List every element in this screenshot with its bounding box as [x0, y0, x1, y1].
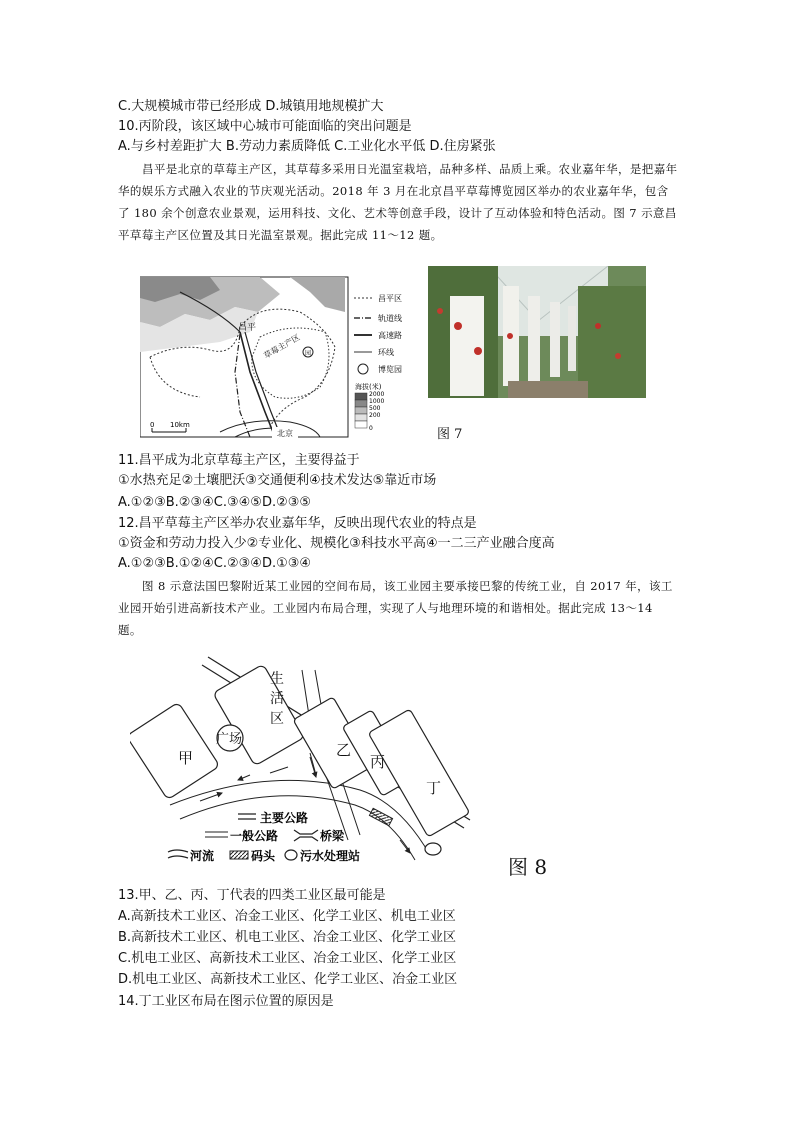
label-ding: 丁 — [426, 779, 442, 797]
q13-stem: 13.甲、乙、丙、丁代表的四类工业区最可能是 — [118, 888, 386, 903]
label-changping: 昌平 — [238, 323, 257, 333]
label-living-2: 活 — [270, 691, 284, 707]
legend-expo: 博览园 — [378, 365, 402, 374]
passage-2 — [118, 575, 678, 641]
q12-items: ①资金和劳动力投入少②专业化、规模化③科技水平高④一二三产业融合度高 — [118, 536, 555, 551]
legend-rail: 轨道线 — [378, 314, 402, 323]
elev-2000 — [355, 393, 367, 400]
q11-options: A.①②③B.②③④C.③④⑤D.②③⑤ — [118, 495, 312, 510]
q13-option-d: D.机电工业区、高新技术工业区、化学工业区、冶金工业区 — [118, 972, 458, 987]
legend-highway: 高速路 — [378, 331, 402, 340]
legend-district: 昌平区 — [378, 294, 402, 303]
label-yi: 乙 — [336, 741, 352, 759]
elev-0 — [355, 421, 367, 428]
legend-wharf-icon — [230, 851, 248, 859]
fig8-label: 图 8 — [508, 855, 548, 879]
elev-tick-0: 0 — [369, 425, 373, 432]
legend-main-road: 主要公路 — [260, 811, 309, 825]
elev-1000 — [355, 400, 367, 407]
legend-expo-icon — [358, 364, 368, 374]
legend-ring: 环线 — [378, 348, 394, 357]
fig7-map — [140, 272, 420, 440]
q12-options: A.①②③B.①②④C.②③④D.①③④ — [118, 556, 312, 571]
legend-sewage-icon — [285, 850, 297, 860]
svg-text:园: 园 — [305, 350, 312, 357]
greenhouse-photo — [428, 266, 646, 398]
elev-tick-500: 500 — [369, 405, 381, 412]
q14-stem: 14.丁工业区布局在图示位置的原因是 — [118, 994, 334, 1009]
legend-sewage: 污水处理站 — [300, 849, 361, 863]
passage-1-text: 昌平是北京的草莓主产区，其草莓多采用日光温室栽培，品种多样、品质上乘。农业嘉年华，是把嘉年华的娱乐方式融入农业的节庆观光活动。2018 年 3 月在北京昌平草莓博览园区举办的农业嘉年华，包含了 180 余个创意农业景观，运用科技、文化、艺术等创意手段，设计了互动体验和特色活动。图 7 示意昌平草莓主产区位置及其日光温室景观。据此完成 11～12 题。 — [118, 162, 678, 242]
sewage-station — [425, 843, 441, 855]
fig7-legend — [354, 294, 402, 432]
q13-option-b: B.高新技术工业区、机电工业区、冶金工业区、化学工业区 — [118, 930, 457, 945]
zone-jia — [130, 702, 220, 800]
fig7-label: 图 7 — [437, 427, 463, 442]
elev-tick-200: 200 — [369, 412, 381, 419]
legend-river-icon — [168, 850, 188, 858]
q10-options: A.与乡村差距扩大 B.劳动力素质降低 C.工业化水平低 D.住房紧张 — [118, 139, 496, 154]
label-bing: 丙 — [370, 753, 386, 771]
q11-items: ①水热充足②土壤肥沃③交通便利④技术发达⑤靠近市场 — [118, 473, 437, 488]
river-lower — [180, 796, 415, 860]
label-living-1: 生 — [270, 671, 284, 687]
q13-option-c: C.机电工业区、高新技术工业区、冶金工业区、化学工业区 — [118, 951, 457, 966]
label-beijing: 北京 — [277, 429, 293, 438]
elev-tick-1000: 1000 — [369, 398, 385, 405]
legend-road: 一般公路 — [230, 829, 279, 843]
label-plaza: 广场 — [216, 732, 243, 747]
q10-stem: 10.丙阶段，该区域中心城市可能面临的突出问题是 — [118, 119, 412, 134]
legend-river: 河流 — [190, 849, 215, 863]
elev-500 — [355, 407, 367, 414]
elevation-title: 海拔(米) — [355, 383, 382, 391]
label-strawberry-zone: 草莓主产区 — [262, 332, 302, 361]
legend-bridge: 桥梁 — [320, 829, 345, 843]
q11-stem: 11.昌平成为北京草莓主产区，主要得益于 — [118, 453, 360, 468]
label-living-3: 区 — [270, 711, 284, 727]
legend-bridge-icon — [294, 830, 318, 841]
scale-km: 10km — [170, 421, 190, 429]
passage-2-text: 图 8 示意法国巴黎附近某工业园的空间布局，该工业园主要承接巴黎的传统工业，自 2017 年，该工业园开始引进高新技术产业。工业园内布局合理，实现了人与地理环境的和谐相处。据此完成 13～14 题。 — [118, 579, 673, 637]
wharf — [369, 808, 392, 825]
legend-wharf: 码头 — [251, 849, 276, 863]
passage-1 — [118, 158, 678, 246]
q12-stem: 12.昌平草莓主产区举办农业嘉年华，反映出现代农业的特点是 — [118, 516, 477, 531]
fig8-diagram — [130, 655, 490, 870]
elev-200 — [355, 414, 367, 421]
fig8-legend — [168, 810, 360, 863]
q13-option-a: A.高新技术工业区、冶金工业区、化学工业区、机电工业区 — [118, 909, 456, 924]
q9-option-line: C.大规模城市带已经形成 D.城镇用地规模扩大 — [118, 99, 384, 114]
scale-zero: 0 — [150, 421, 155, 429]
label-jia: 甲 — [178, 749, 194, 767]
elev-tick-2000: 2000 — [369, 391, 385, 398]
